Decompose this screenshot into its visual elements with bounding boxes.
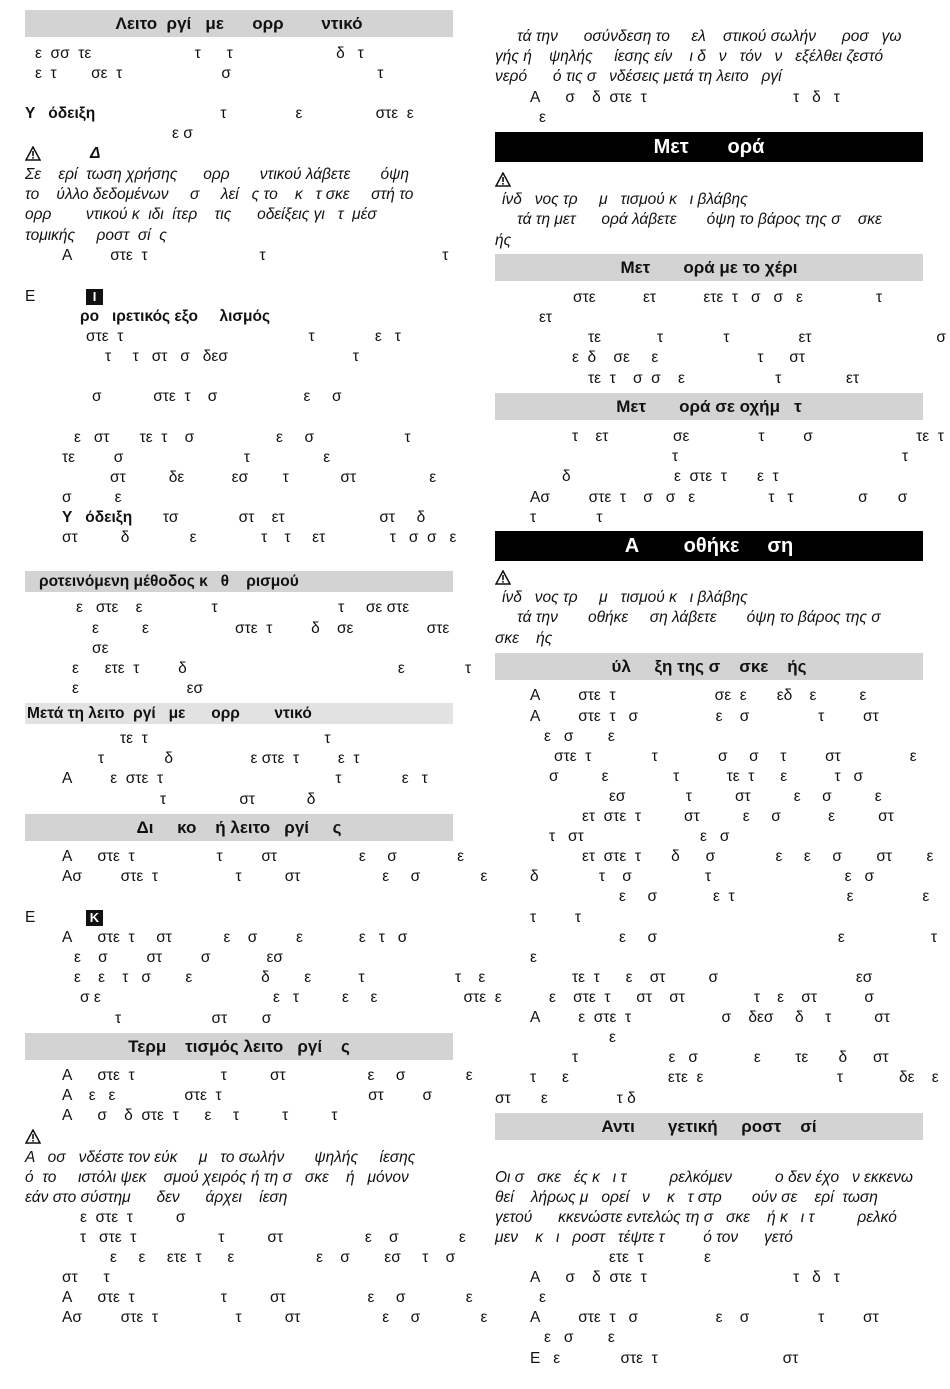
text-line: Ασ στε τ τ στ ε σ ε	[62, 868, 488, 885]
warning-triangle-icon	[495, 570, 511, 585]
text-line: Α σ δ στε τ ε τ τ τ	[62, 1107, 338, 1124]
text-line: ίνδ νος τρ μ τισμού κ ι βλάβης	[502, 589, 748, 606]
text-line: στ ε τ δ	[495, 1090, 636, 1107]
subheading-recommended-cleaning: ροτεινόμενη μέθοδος κ θ ρισμού	[25, 571, 453, 592]
text-line: ε	[609, 1029, 616, 1046]
text-line: τ στ δ	[160, 791, 316, 808]
text-line: τά την οσύνδεση το ελ στικού σωλήν ροσ γω	[517, 28, 902, 45]
text-line: ε	[530, 949, 537, 966]
text-line: Ασ στε τ σ σ ε τ τ σ σ	[530, 489, 908, 506]
text-line: σκε ής	[495, 630, 553, 647]
text-line: νερό ό τις σ νδέσεις μετά τη λειτο ργί	[495, 68, 782, 85]
text-line: ε σ ε τ	[619, 929, 938, 946]
text-line: ε	[539, 1289, 546, 1306]
text-line: τ ε στε ε	[130, 105, 414, 122]
text-line: ε ετε τ δ ε τ	[72, 660, 472, 677]
text-line: ε ε τ σ ε δ ε τ τ ε	[74, 969, 486, 986]
text-line: ε ε ετε τ ε ε σ εσ τ σ	[110, 1249, 456, 1266]
text-line: σ ε	[62, 489, 122, 506]
text-line: τά τη μετ ορά λάβετε όψη το βάρος της σ σκε	[517, 211, 882, 228]
warning-triangle-icon	[25, 1129, 41, 1144]
text-line: τ ε σ ε τε δ στ	[572, 1049, 889, 1066]
text-line: ό το ιστόλι ψεκ σμού χειρός ή τη σ σκε ή μόνον	[25, 1169, 409, 1186]
text-line: ε στ τε τ σ ε σ τ	[74, 429, 411, 446]
text-line: Α στε τ τ στ ε σ ε	[62, 848, 465, 865]
text-line: τ ε ετε ε τ δε ε	[530, 1069, 939, 1086]
figure-badge-k: K	[86, 910, 103, 926]
text-line: ε τ σε τ σ τ	[35, 65, 384, 82]
text-line: Α ε ε στε τ στ σ	[62, 1087, 433, 1104]
text-line: δ ε στε τ ε τ	[562, 468, 779, 485]
text-line: ετε τ ε	[609, 1249, 711, 1266]
text-line: γετού κκενώστε εντελώς τη σ σκε ή κ ι τ ρελκό	[495, 1209, 897, 1226]
text-line: ίνδ νος τρ μ τισμού κ ι βλάβης	[502, 191, 748, 208]
text-line: Α στε τ σ ε σ τ στ	[530, 1309, 879, 1326]
text-line: Α στε τ τ τ	[62, 247, 449, 264]
text-line: στε τ τ ε τ	[86, 328, 401, 345]
text-line: ε εσ	[72, 680, 204, 697]
text-line: εάν στο σύστημ δεν άρχει ίεση	[25, 1189, 288, 1206]
text-line: γής ή ψηλής ίεσης είν ι δ ν τόν ν εξέλθει ζεστό	[495, 48, 884, 65]
text-line: τ στ σ	[115, 1010, 272, 1027]
text-line: ε σ ε τ ε ε	[619, 888, 930, 905]
text-line: ε στε τ σ	[80, 1209, 186, 1226]
text-line: Α στε τ στ ε σ ε ε τ σ	[62, 929, 408, 946]
section-heading-shutdown: Τερμ τισμός λειτο ργί ς	[25, 1033, 453, 1060]
text-line: τε τ τ ετ σ	[588, 329, 946, 346]
text-line: τε σ τ ε	[62, 449, 331, 466]
text-line: ε στε ε τ τ σε στε	[76, 599, 410, 616]
text-line: Α οσ νδέστε τον εύκ μ το σωλήν ψηλής ίεσης	[25, 1149, 416, 1166]
text-line: τε τ σ σ ε τ ετ	[588, 370, 860, 387]
text-line: ε σ ε	[544, 728, 615, 745]
text-line: τ τ	[530, 909, 582, 926]
text-line: ε σσ τε τ τ δ τ	[35, 45, 364, 62]
text-line: σε	[92, 640, 109, 657]
text-line: ής	[495, 232, 512, 249]
text-line: τομικής ροστ σί ς	[25, 227, 167, 244]
section-heading-storage: Α οθήκε ση	[495, 531, 923, 561]
text-line: τ τ	[530, 509, 603, 526]
text-line: στ δ ε τ τ ετ τ σ σ ε	[62, 529, 457, 546]
section-heading-operation-with-detergent: Λειτο ργί με ορρ ντικό	[25, 10, 453, 37]
figure-badge-i: I	[86, 289, 103, 305]
text-line: τ τ	[672, 448, 909, 465]
text-line: ε σ	[172, 125, 193, 142]
text-line: Α στε τ σ ε σ τ στ	[530, 708, 879, 725]
warning-triangle-icon	[25, 146, 41, 161]
text-line: ε ε στε τ δ σε στε	[92, 620, 450, 637]
figure-ref: Ε	[25, 909, 36, 926]
text-line: τ στε τ τ στ ε σ ε	[80, 1229, 466, 1246]
note-label: Υ όδειξη	[25, 105, 96, 122]
text-line: τε τ ε στ σ εσ	[572, 969, 873, 986]
text-line: τ δ ε στε τ ε τ	[98, 750, 360, 767]
subheading-after-operation: Μετά τη λειτο ργί με ορρ ντικό	[25, 703, 453, 724]
text-line: τ ετ σε τ σ τε τ	[572, 428, 944, 445]
subheading-optional-equipment: ρο ιρετικός εξο λισμός	[80, 308, 271, 325]
text-line: στ τ	[62, 1269, 110, 1286]
text-line: ε σ ε	[544, 1329, 615, 1346]
danger-label: Δ	[90, 145, 101, 162]
note-label: Υ όδειξη	[62, 509, 133, 526]
text-line: Α ε στε τ τ ε τ	[62, 770, 428, 787]
subheading-antifreeze-protection: Αντι γετική ροστ σί	[495, 1113, 923, 1140]
text-line: το ύλλο δεδομένων σ λεί ς το κ τ σκε στή το	[25, 186, 414, 203]
text-line: Ασ στε τ τ στ ε σ ε	[62, 1309, 488, 1326]
text-line: ε	[539, 109, 546, 126]
subheading-transport-by-hand: Μετ ορά με το χέρι	[495, 254, 923, 281]
text-line: σ ε ε τ ε ε στε ε	[80, 989, 502, 1006]
text-line: Α ε στε τ σ δεσ δ τ στ	[530, 1009, 890, 1026]
text-line: σ ε τ τε τ ε τ σ	[549, 768, 864, 785]
text-line: στε τ τ σ σ τ στ ε	[554, 748, 917, 765]
text-line: τσ στ ετ στ δ	[150, 509, 426, 526]
text-line: Οι σ σκε ές κ ι τ ρελκόμεν ο δεν έχο ν εκκενω	[495, 1169, 913, 1186]
text-line: στε ετ ετε τ σ σ ε τ	[573, 289, 883, 306]
text-line: ε σ στ σ εσ	[74, 949, 283, 966]
text-line: ε στε τ στ στ τ ε στ σ	[549, 989, 874, 1006]
subheading-frost-protection: ύλ ξη της σ σκε ής	[495, 653, 923, 680]
text-line: τά την οθήκε ση λάβετε όψη το βάρος της σ	[517, 609, 881, 626]
text-line: ε δ σε ε τ στ	[572, 349, 805, 366]
text-line: δ τ σ τ ε σ	[530, 868, 875, 885]
text-line: Α στε τ τ στ ε σ ε	[62, 1289, 473, 1306]
text-line: Σε ερί τωση χρήσης ορρ ντικού λάβετε όψη	[25, 166, 409, 183]
text-line: Α σ δ στε τ τ δ τ	[530, 1269, 840, 1286]
text-line: ετ στε τ στ ε σ ε στ	[582, 808, 894, 825]
section-heading-transport: Μετ ορά	[495, 132, 923, 162]
text-line: μεν κ ι ροστ τέψτε τ ό τον γετό	[495, 1229, 793, 1246]
text-line: τ στ ε σ	[549, 828, 730, 845]
text-line: τε τ τ	[120, 730, 331, 747]
text-line: θεί λήρως μ ορεί ν κ τ στρ ούν σε ερί τωση	[495, 1189, 878, 1206]
section-heading-interrupt-operation: Δι κο ή λειτο ργί ς	[25, 814, 453, 841]
subheading-transport-by-vehicle: Μετ ορά σε οχήμ τ	[495, 393, 923, 420]
text-line: ορρ ντικού κ ιδι ίτερ τις οδείξεις γι τ μέσ	[25, 206, 377, 223]
warning-triangle-icon	[495, 172, 511, 187]
text-line: Α σ δ στε τ τ δ τ	[530, 89, 840, 106]
text-line: τ τ στ σ δεσ τ	[105, 348, 359, 365]
text-line: στ δε εσ τ στ ε	[110, 469, 437, 486]
text-line: ετ	[539, 309, 553, 326]
text-line: Α στε τ σε ε εδ ε ε	[530, 687, 867, 704]
text-line: Α στε τ τ στ ε σ ε	[62, 1067, 473, 1084]
figure-ref: Ε	[25, 288, 36, 305]
text-line: Ε ε στε τ στ	[530, 1350, 799, 1367]
text-line: σ στε τ σ ε σ	[92, 388, 342, 405]
text-line: εσ τ στ ε σ ε	[609, 788, 882, 805]
text-line: ετ στε τ δ σ ε ε σ στ ε	[582, 848, 934, 865]
